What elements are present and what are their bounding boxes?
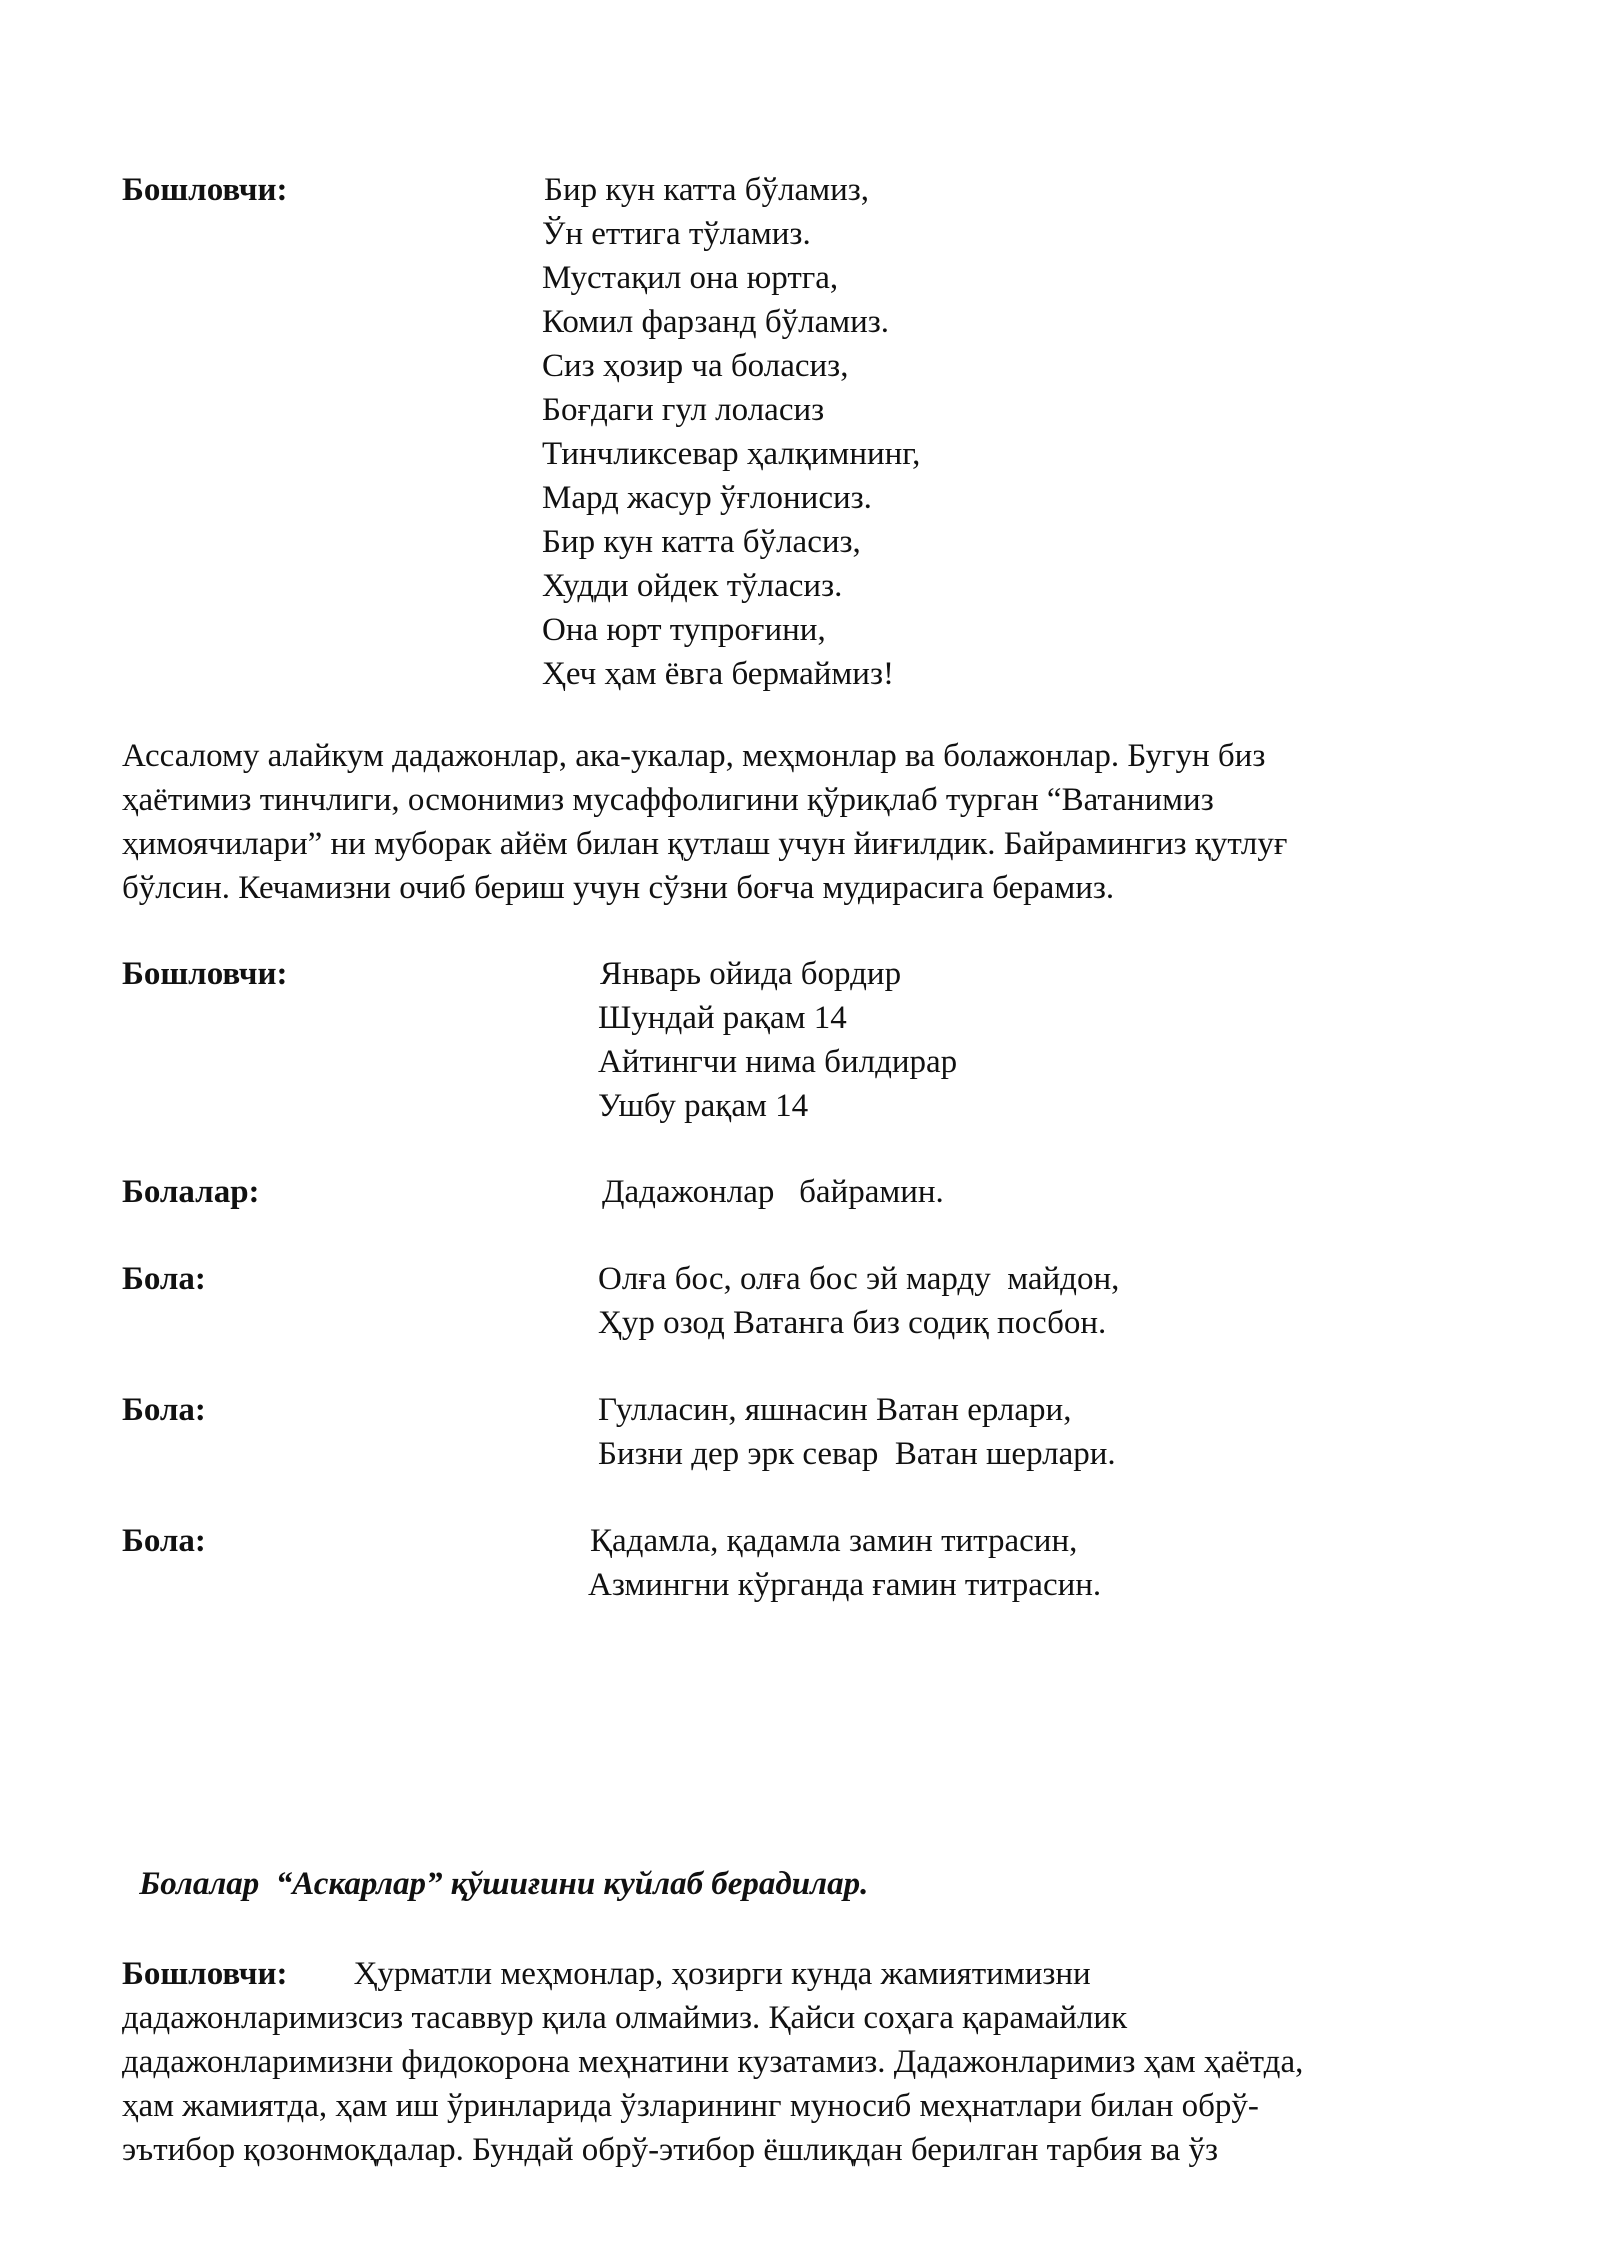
paragraph-line: дадажонларимизни фидокорона меҳнатини кузатамиз. Дадажонларимиз ҳам ҳаётда, [122, 2044, 1304, 2080]
verse-line: Сиз ҳозир ча боласиз, [542, 348, 849, 384]
verse-line: Қадамла, қадамла замин титрасин, [590, 1523, 1078, 1559]
verse-line: Дадажонлар байрамин. [602, 1174, 944, 1210]
paragraph-line: Ҳурматли меҳмонлар, ҳозирги кунда жамиятимизни [353, 1956, 1091, 1992]
verse-line: Комил фарзанд бўламиз. [542, 304, 890, 340]
verse-lines [602, 1170, 944, 1214]
speaker-label: Бола: [122, 1523, 206, 1559]
verse-line: Гулласин, яшнасин Ватан ерлари, [598, 1392, 1072, 1428]
speaker-label: Болалар: [122, 1174, 260, 1210]
verse-line: Она юрт тупроғини, [542, 612, 826, 648]
paragraph-line: бўлсин. Кечамизни очиб бериш учун сўзни боғча мудирасига берамиз. [122, 870, 1115, 906]
speaker-label: Бошловчи: [122, 1956, 288, 1992]
speaker-label: Бола: [122, 1261, 206, 1297]
verse-line: Тинчликсевар ҳалқимнинг, [542, 436, 921, 472]
verse-lines [542, 168, 920, 696]
verse-line: Мустақил она юртга, [542, 260, 839, 296]
verse-line: Худди ойдек тўласиз. [542, 568, 843, 604]
paragraph-first-line [122, 1952, 1522, 1996]
verse-line: Азмингни кўрганда ғамин титрасин. [588, 1567, 1102, 1603]
verse-line: Ҳеч ҳам ёвга бермаймиз! [542, 656, 894, 692]
verse-line: Мард жасур ўғлонисиз. [542, 480, 872, 516]
paragraph-line: дадажонларимизсиз тасаввур қила олмаймиз. Қайси соҳага қарамайлик [122, 2000, 1128, 2036]
stage-direction: Болалар “Аскарлар” қўшиғини куйлаб берадилар. [131, 1866, 869, 1902]
verse-line: Ҳур озод Ватанга биз содиқ посбон. [598, 1305, 1107, 1341]
verse-line: Шундай рақам 14 [598, 1000, 847, 1036]
verse-line: Бир кун катта бўламиз, [544, 172, 870, 208]
verse-line: Бир кун катта бўласиз, [542, 524, 861, 560]
speaker-label: Бола: [122, 1392, 206, 1428]
paragraph-line: ҳам жамиятда, ҳам иш ўринларида ўзларининг муносиб меҳнатлари билан обрў- [122, 2088, 1259, 2124]
speaker-label: Бошловчи: [122, 956, 288, 992]
paragraph-line: ҳимоячилари” ни муборак айём билан қутлаш учун йиғилдик. Байрамингиз қутлуғ [122, 826, 1288, 862]
verse-line: Ушбу рақам 14 [598, 1088, 809, 1124]
verse-lines [598, 1257, 1119, 1345]
paragraph-line: Ассалому алайкум дадажонлар, ака-укалар, меҳмонлар ва болажонлар. Бугун биз [122, 738, 1266, 774]
closing-paragraph [122, 1952, 1522, 2172]
verse-line: Ўн еттига тўламиз. [542, 216, 811, 252]
verse-line: Олға бос, олға бос эй марду майдон, [598, 1261, 1120, 1297]
speaker-label: Бошловчи: [122, 172, 288, 208]
verse-line: Боғдаги гул лоласиз [542, 392, 825, 428]
paragraph-line: ҳаётимиз тинчлиги, осмонимиз мусаффолигини қўриқлаб турган “Ватанимиз [122, 782, 1214, 818]
verse-line: Бизни дер эрк севар Ватан шерлари. [598, 1436, 1116, 1472]
verse-lines [598, 952, 957, 1128]
intro-paragraph [122, 734, 1522, 910]
verse-lines [588, 1519, 1101, 1607]
verse-lines [598, 1388, 1116, 1476]
paragraph-line: эътибор қозонмоқдалар. Бундай обрў-этибор ёшлиқдан берилган тарбия ва ўз [122, 2132, 1219, 2168]
verse-line: Январь ойида бордир [600, 956, 902, 992]
verse-line: Айтингчи нима билдирар [598, 1044, 958, 1080]
